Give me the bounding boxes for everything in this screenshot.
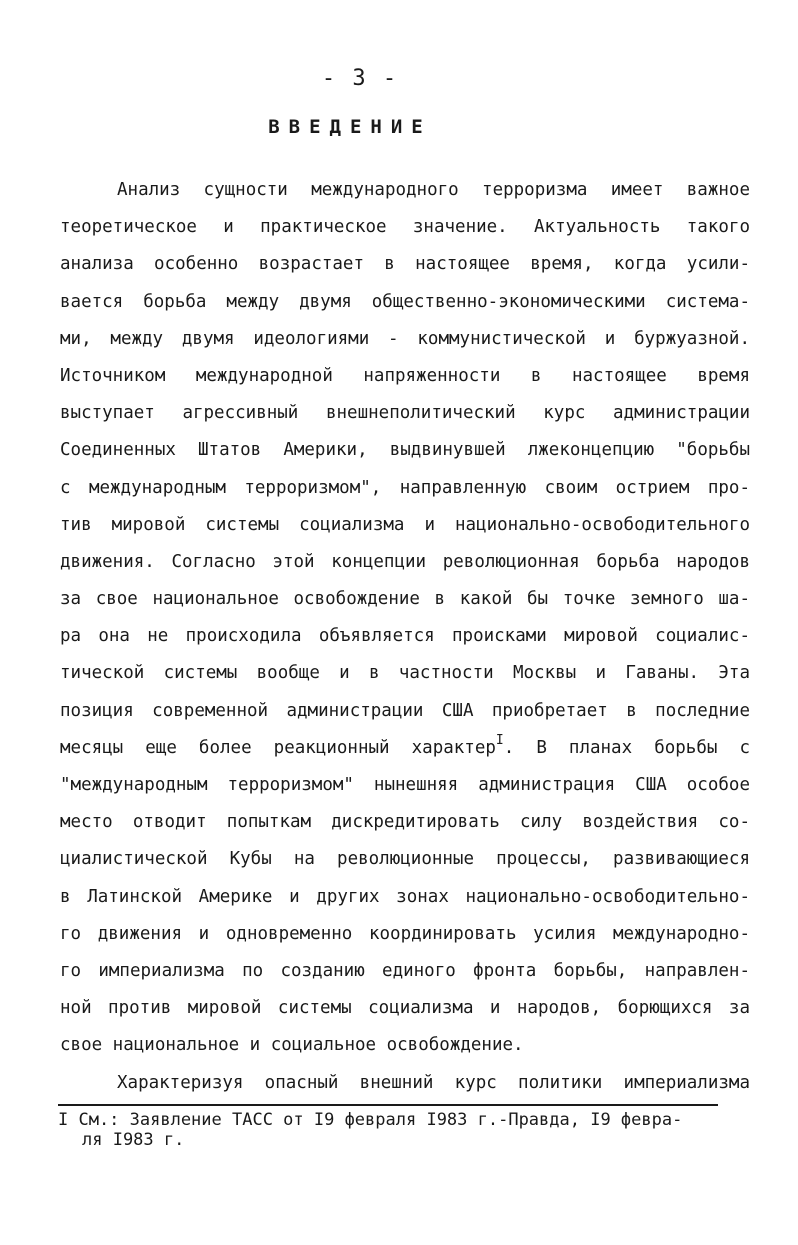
footnote-line: I См.: Заявление ТАСС от I9 февраля I983 г.-Правда, I9 февра- bbox=[58, 1110, 683, 1130]
text-line: го империализма по созданию единого фронта борьбы, направлен- bbox=[60, 960, 750, 981]
footnote-line: ля I983 г. bbox=[82, 1130, 185, 1150]
text-line: ра она не происходила объявляется происками мировой социалис- bbox=[60, 626, 750, 647]
text-line: тической системы вообще и в частности Москвы и Гаваны. Эта bbox=[60, 663, 750, 684]
text-line: циалистической Кубы на революционные процессы, развивающиеся bbox=[60, 849, 750, 870]
text-line: "международным терроризмом" нынешняя администрация США особое bbox=[60, 775, 750, 795]
footnote-divider bbox=[58, 1104, 718, 1106]
text-line: го движения и одновременно координировать усилия международно- bbox=[60, 923, 750, 944]
text-fragment: . В планах борьбы с bbox=[503, 737, 750, 758]
text-line: место отводит попыткам дискредитировать силу воздействия со- bbox=[60, 812, 750, 833]
text-line: в Латинской Америке и других зонах национально-освободительно- bbox=[60, 886, 750, 907]
text-fragment: месяцы еще более реакционный характер bbox=[60, 737, 496, 758]
text-line: Характеризуя опасный внешний курс политики империализма bbox=[117, 1072, 750, 1093]
text-line: Соединенных Штатов Америки, выдвинувшей лжеконцепцию "борьбы bbox=[60, 440, 750, 461]
text-line: Источником международной напряженности в настоящее время bbox=[60, 365, 750, 386]
text-line: с международным терроризмом", направленную своим острием про- bbox=[60, 477, 750, 498]
text-line: теоретическое и практическое значение. Актуальность такого bbox=[60, 217, 750, 238]
text-line: за свое национальное освобождение в какой бы точке земного ша- bbox=[60, 589, 750, 610]
text-line: выступает агрессивный внешнеполитический курс администрации bbox=[60, 403, 750, 424]
text-line: Анализ сущности международного терроризма имеет важное bbox=[117, 180, 750, 200]
section-heading: ВВЕДЕНИЕ bbox=[268, 116, 432, 138]
text-line: движения. Согласно этой концепции революционная борьба народов bbox=[60, 551, 750, 572]
footnote bbox=[58, 1110, 738, 1150]
body-text bbox=[60, 172, 750, 1102]
footnote-ref: I bbox=[495, 732, 504, 748]
text-line: ной против мировой системы социализма и народов, борющихся за bbox=[60, 998, 750, 1019]
text-line: вается борьба между двумя общественно-экономическими система- bbox=[60, 291, 750, 312]
text-line: тив мировой системы социализма и национально-освободительного bbox=[60, 514, 750, 535]
text-line: свое национальное и социальное освобождение. bbox=[60, 1035, 524, 1056]
text-line-with-footnote-ref bbox=[60, 730, 750, 767]
page-number: - 3 - bbox=[321, 66, 399, 91]
text-line: ми, между двумя идеологиями - коммунистической и буржуазной. bbox=[60, 328, 750, 349]
text-line: анализа особенно возрастает в настоящее время, когда усили- bbox=[60, 254, 750, 275]
text-line: позиция современной администрации США приобретает в последние bbox=[60, 700, 750, 721]
